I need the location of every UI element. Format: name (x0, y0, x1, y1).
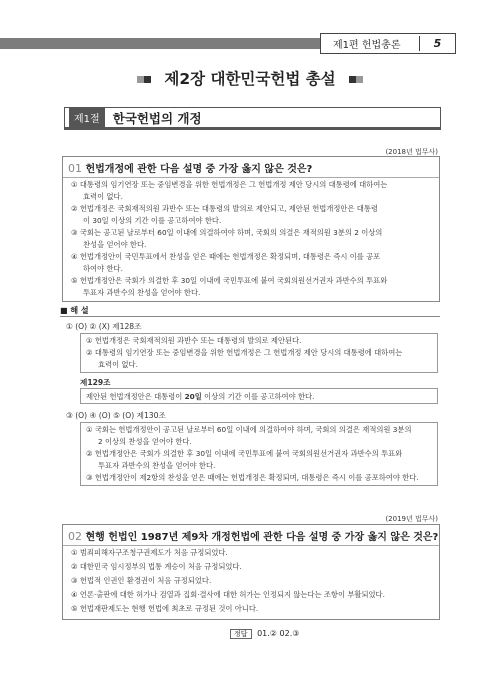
chapter-title-row (0, 67, 500, 89)
question-1-divider (63, 177, 439, 178)
solution-header (60, 305, 89, 316)
box1-line-3: 효력이 없다. (98, 360, 138, 369)
answer-tag: 정답 (230, 629, 252, 639)
question-2-title (68, 528, 438, 543)
solution-rule (60, 316, 440, 317)
header-bar (0, 38, 320, 49)
answer-row (230, 629, 299, 639)
box3-line-2: 2 이상의 찬성을 얻어야 한다. (98, 437, 192, 446)
option-4-cont: 하여야 한다. (83, 264, 123, 273)
q2-option-1: ① 범죄피해자구조청구권제도가 처음 규정되었다. (71, 548, 228, 557)
solution-square-icon: ■ (60, 306, 71, 315)
question-1-text: 헌법개정에 관한 다음 설명 중 가장 옳지 않은 것은? (85, 164, 313, 175)
question-1-box (62, 156, 440, 302)
section-title: 한국헌법의 개정 (112, 110, 202, 126)
article-129: 제129조 (80, 378, 111, 387)
q2-option-3: ③ 헌법적 인권인 환경권이 처음 규정되었다. (71, 576, 212, 585)
box3-line-4: 투표자 과반수의 찬성을 얻어야 한다. (98, 461, 216, 470)
box2-bold: 20일 (184, 392, 202, 401)
question-2-number: 02 (68, 530, 82, 543)
solution-box-1 (80, 333, 438, 373)
solution-row-1: ① (O) ② (X) 제128조 (66, 322, 142, 331)
box3-line-3: ② 헌법개정안은 국회가 의결한 후 30일 이내에 국민투표에 붙여 국회의원선거권자 과반수의 투표와 (86, 449, 403, 458)
page-number: 5 (433, 37, 442, 50)
question-1-title (68, 160, 312, 175)
option-3: ③ 국회는 공고된 날로부터 60일 이내에 의결하여야 하며, 국회의 의결은 재적의원 3분의 2 이상의 (71, 228, 383, 237)
q2-option-4: ④ 언론·출판에 대한 허가나 검열과 집회·결사에 대한 허가는 인정되지 않는다는 조항이 부활되었다. (71, 590, 385, 599)
q2-option-5: ⑤ 헌법재판제도는 현행 헌법에 최초로 규정된 것이 아니다. (71, 604, 259, 613)
section-tag: 제1절 (69, 108, 105, 127)
answer-text: 01.② 02.③ (257, 629, 300, 638)
option-2: ② 헌법개정은 국회재적의원 과반수 또는 대통령의 발의로 제안되고, 제안된 헌법개정안은 대통령 (71, 204, 378, 213)
square-icon (349, 70, 363, 88)
box2-pre: 제안된 헌법개정안은 대통령이 (86, 392, 185, 401)
option-5-cont: 투표자 과반수의 찬성을 얻어야 한다. (83, 288, 201, 297)
box1-line-1: ① 헌법개정은 국회재적의원 과반수 또는 대통령의 발의로 제안된다. (86, 336, 302, 345)
box1-line-2: ② 대통령의 임기연장 또는 중임변경을 위한 헌법개정은 그 헌법개정 제안 당시의 대통령에 대하여는 (86, 348, 403, 357)
option-1: ① 대통령의 임기연장 또는 중임변경을 위한 헌법개정은 그 헌법개정 제안 당시의 대통령에 대하여는 (71, 180, 388, 189)
option-5: ⑤ 헌법개정안은 국회가 의결한 후 30일 이내에 국민투표에 붙여 국회의원선거권자 과반수의 투표와 (71, 276, 388, 285)
solution-row-2: ③ (O) ④ (O) ⑤ (O) 제130조 (66, 411, 166, 420)
solution-box-2 (80, 388, 438, 404)
box3-line-5: ③ 헌법개정안이 제2항의 찬성을 얻은 때에는 헌법개정은 확정되며, 대통령은 즉시 이를 공포하여야 한다. (86, 473, 419, 482)
solution-head: 해 설 (70, 306, 89, 315)
question-2-divider (63, 545, 439, 546)
q2-option-2: ② 대한민국 임시정부의 법통 계승이 처음 규정되었다. (71, 562, 242, 571)
question-2-box (62, 524, 440, 620)
option-1-cont: 효력이 없다. (83, 192, 123, 201)
box2-line (86, 392, 314, 402)
box2-post: 이상의 기간 이를 공고하여야 한다. (201, 392, 315, 401)
section-bar (64, 107, 441, 130)
square-icon (137, 70, 151, 88)
option-4: ④ 헌법개정안이 국민투표에서 찬성을 얻은 때에는 헌법개정은 확정되며, 대통령은 즉시 이를 공포 (71, 252, 381, 261)
solution-box-3 (80, 422, 438, 486)
header-box (320, 33, 456, 54)
q2-source: (2019년 법무사) (385, 515, 438, 523)
chapter-title: 제2장 대한민국헌법 총설 (164, 70, 336, 88)
box3-line-1: ① 국회는 헌법개정안이 공고된 날로부터 60일 이내에 의결하여야 하며, 국회의 의결은 재적의원 3분의 (86, 425, 412, 434)
option-2-cont: 이 30일 이상의 기간 이를 공고하여야 한다. (83, 216, 222, 225)
q1-source: (2018년 법무사) (385, 148, 438, 156)
question-1-number: 01 (68, 162, 82, 175)
header-part: 제1편 헌법총론 (333, 40, 401, 51)
question-2-text: 현행 헌법인 1987년 제9차 개정헌법에 관한 다음 설명 중 가장 옳지 않은 것은? (85, 532, 439, 543)
option-3-cont: 찬성을 얻어야 한다. (83, 240, 147, 249)
